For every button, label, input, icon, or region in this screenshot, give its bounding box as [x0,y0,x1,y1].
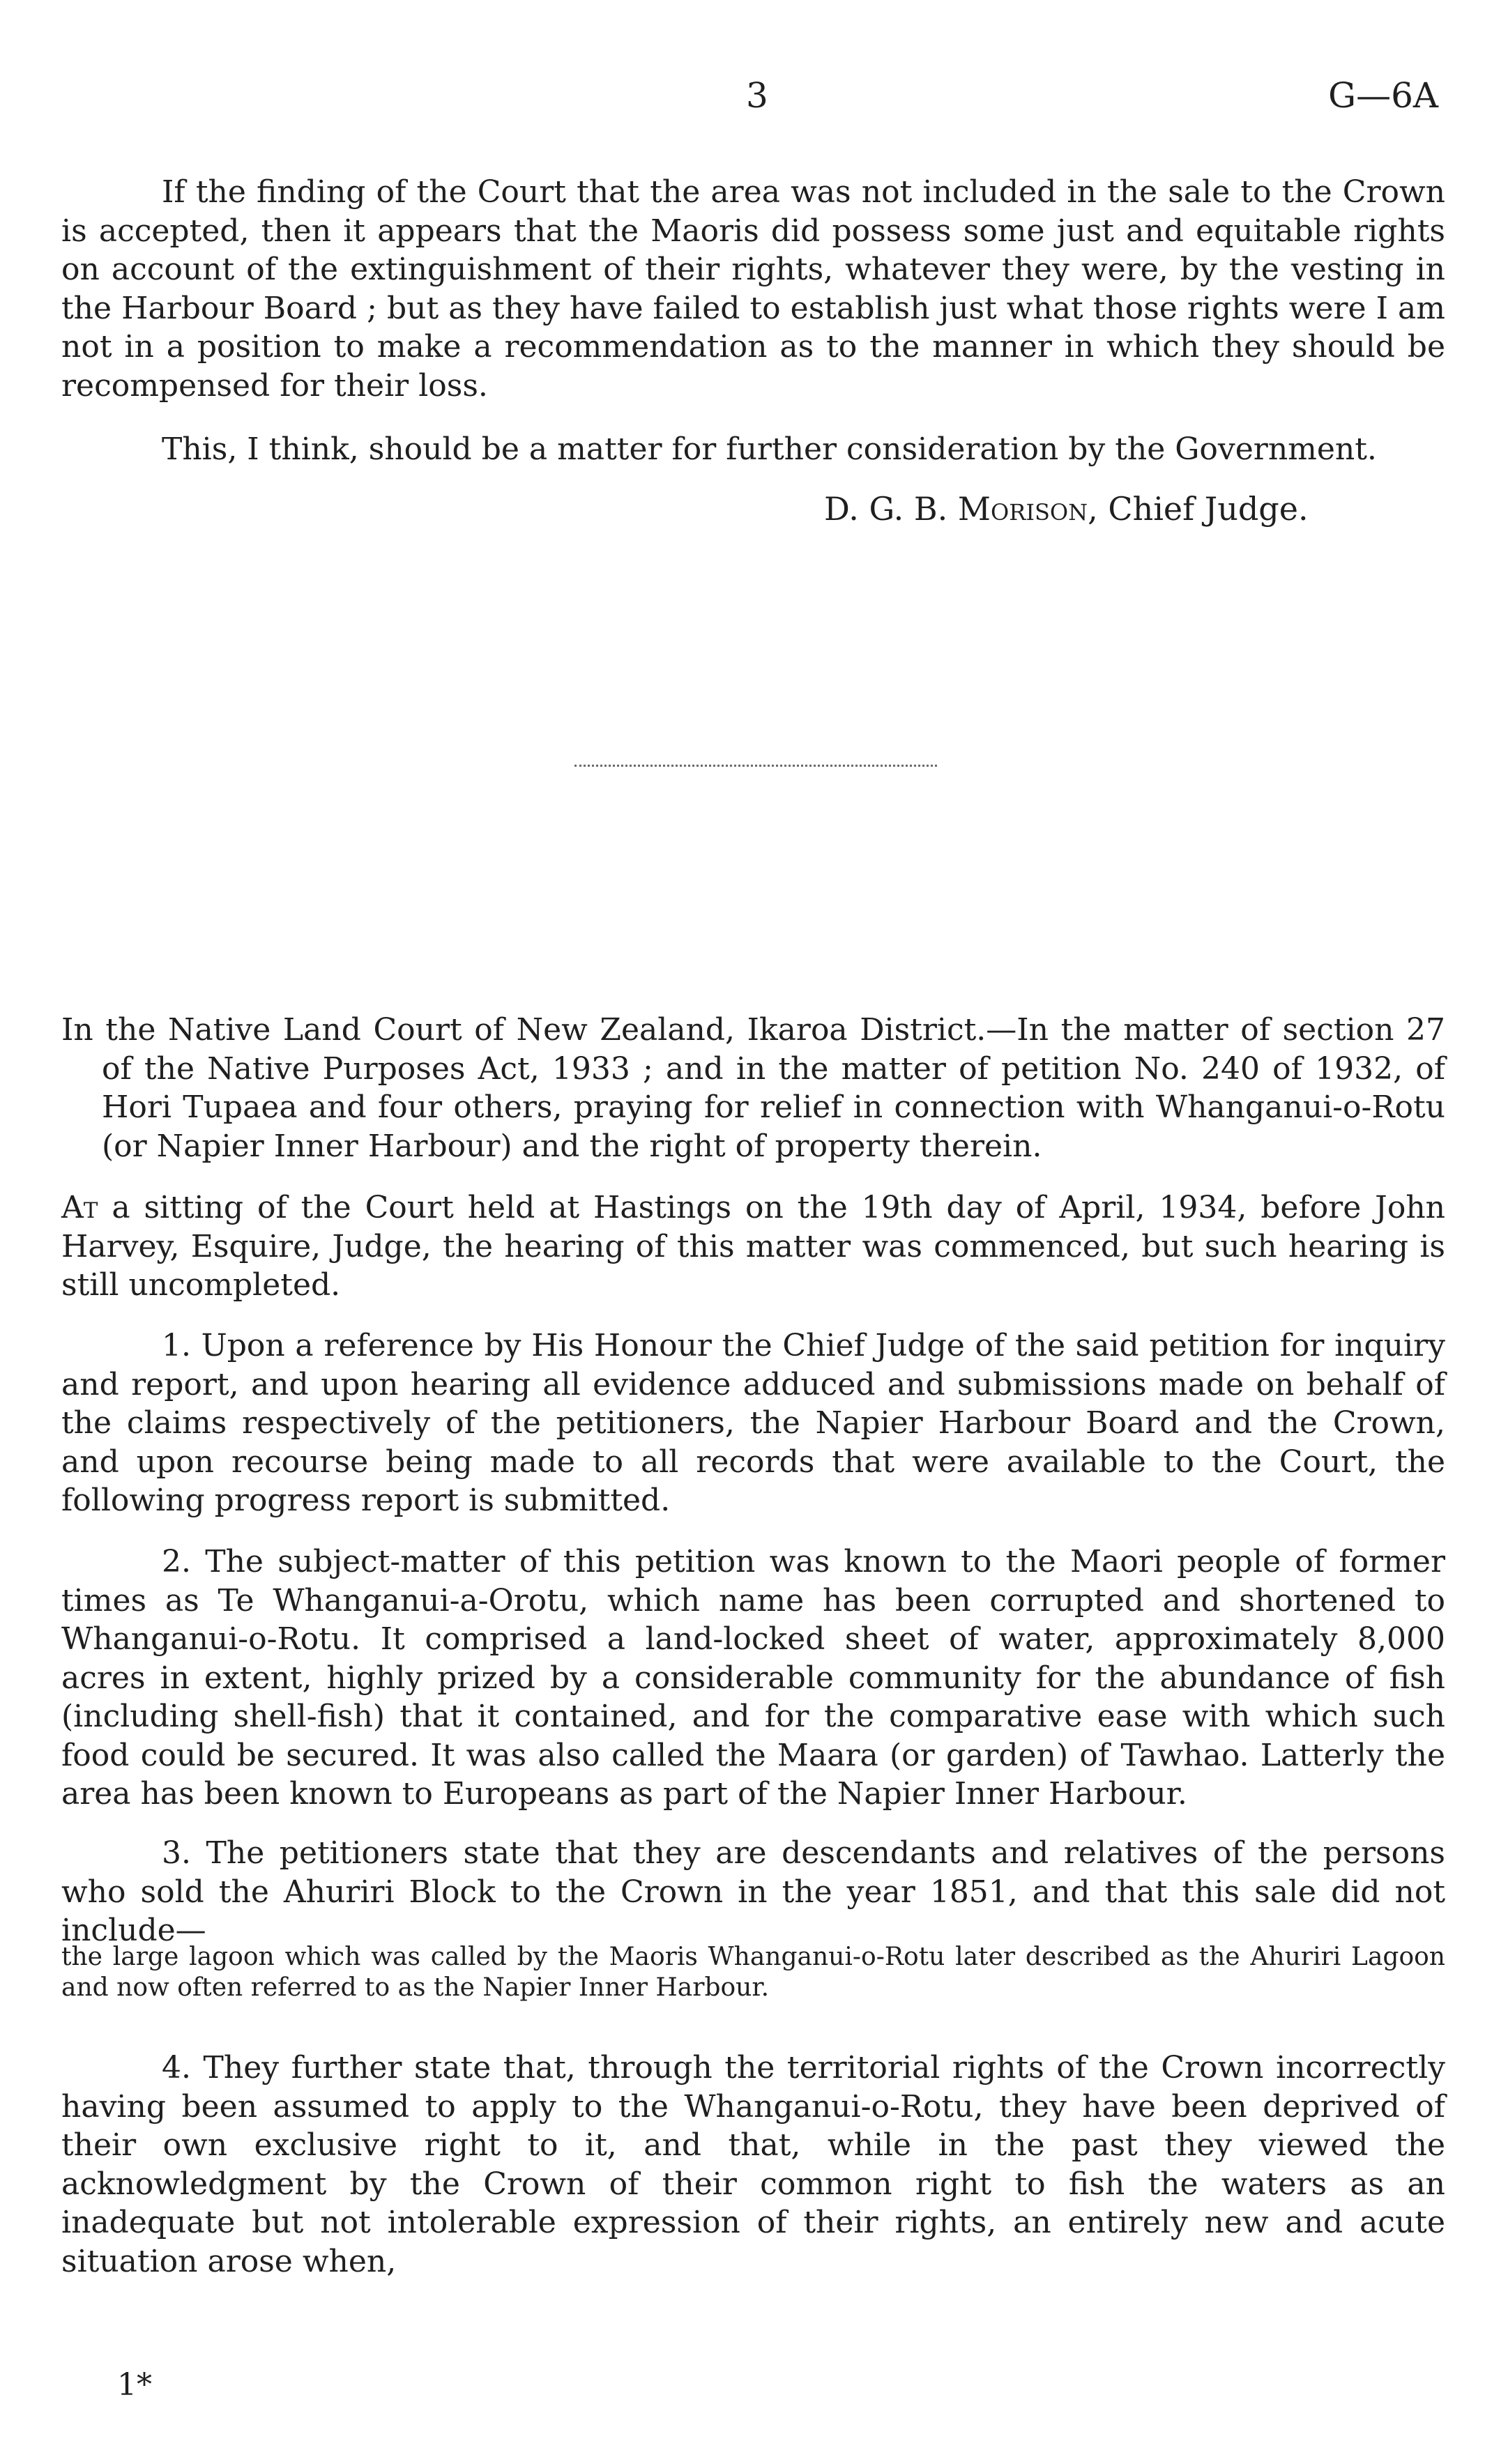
paragraph-text: 1. Upon a reference by His Honour the Chief Judge of the said petition for inquiry and report, and upon hearing all evidence adduced and submissions made on behalf of the claims respectively of the petitioners, the Napier Harbour Board and the Crown, and upon recourse being made to all records that were available to the Court, the following progress report is submitted. [61,1328,1445,1518]
signature-title: , Chief Judge. [1088,490,1309,528]
signature-name: Morison [957,490,1088,528]
quoted-passage [61,1942,1445,2003]
paragraph-text [61,1188,1445,1305]
court-heading [61,1011,1445,1165]
paragraph-text: If the finding of the Court that the area was not included in the sale to the Crown is accepted, then it appears that the Maoris did possess some just and equitable rights on account of the extinguishment of their rights, whatever they were, by the vesting in the Harbour Board ; but as they have failed to establish just what those rights were I am not in a position to make a recommendation as to the manner in which they should be recompensed for their loss. [61,174,1445,404]
paragraph-text: 3. The petitioners state that they are descendants and relatives of the persons who sold the Ahuriri Block to the Crown in the year 1851, and that this sale did not include— [61,1835,1445,1948]
paragraph-text: This, I think, should be a matter for further consideration by the Government. [162,431,1377,467]
document-reference: G—6A [1328,75,1438,116]
intro-lead: At [61,1190,98,1225]
paragraph-1 [61,1326,1445,1520]
government-paragraph [61,430,1445,469]
signature-initials: D. G. B. [824,490,958,528]
signature-line [824,490,1309,528]
heading-text: In the Native Land Court of New Zealand, Ikaroa District.—In the matter of section 27 of the Native Purposes Act, 1933 ; and in the matter of petition No. 240 of 1932, of Hori Tupaea and four others, praying for relief in connection with Whanganui-o-Rotu (or Napier Inner Harbour) and the right of property therein. [61,1012,1445,1164]
paragraph-text: 4. They further state that, through the territorial rights of the Crown incorrectly having been assumed to apply to the Whanganui-o-Rotu, they have been deprived of their own exclusive right to it, and that, while in the past they viewed the acknowledgment by the Crown of their common right to fish the waters as an inadequate but not intolerable expression of their rights, an entirely new and acute situation arose when, [61,2050,1445,2279]
quote-text: the large lagoon which was called by the Maoris Whanganui-o-Rotu later described as the Ahuriri Lagoon and now often referred to as the Napier Inner Harbour. [61,1943,1445,2002]
paragraph-2 [61,1543,1445,1814]
page-header [0,75,1508,124]
paragraph-text: 2. The subject-matter of this petition was known to the Maori people of former times as Te Whanganui-a-Orotu, which name has been corrupted and shortened to Whanganui-o-Rotu. It comprised a land-locked sheet of water, approximately 8,000 acres in extent, highly prized by a considerable community for the abundance of fish (including shell-fish) that it contained, and for the comparative ease with which such food could be secured. It was also called the Maara (or garden) of Tawhao. Latterly the area has been known to Europeans as part of the Napier Inner Harbour. [61,1544,1445,1812]
paragraph-3 [61,1834,1445,1950]
section-divider [574,765,937,767]
paragraph-4 [61,2049,1445,2281]
sheet-signature-mark: 1* [117,2367,152,2403]
intro-rest: a sitting of the Court held at Hastings on the 19th day of April, 1934, before John Harvey, Esquire, Judge, the hearing of this matter was commenced, but such hearing is still uncompleted. [61,1190,1445,1303]
page-number: 3 [746,75,768,116]
finding-paragraph [61,173,1445,405]
sitting-paragraph [61,1188,1445,1305]
